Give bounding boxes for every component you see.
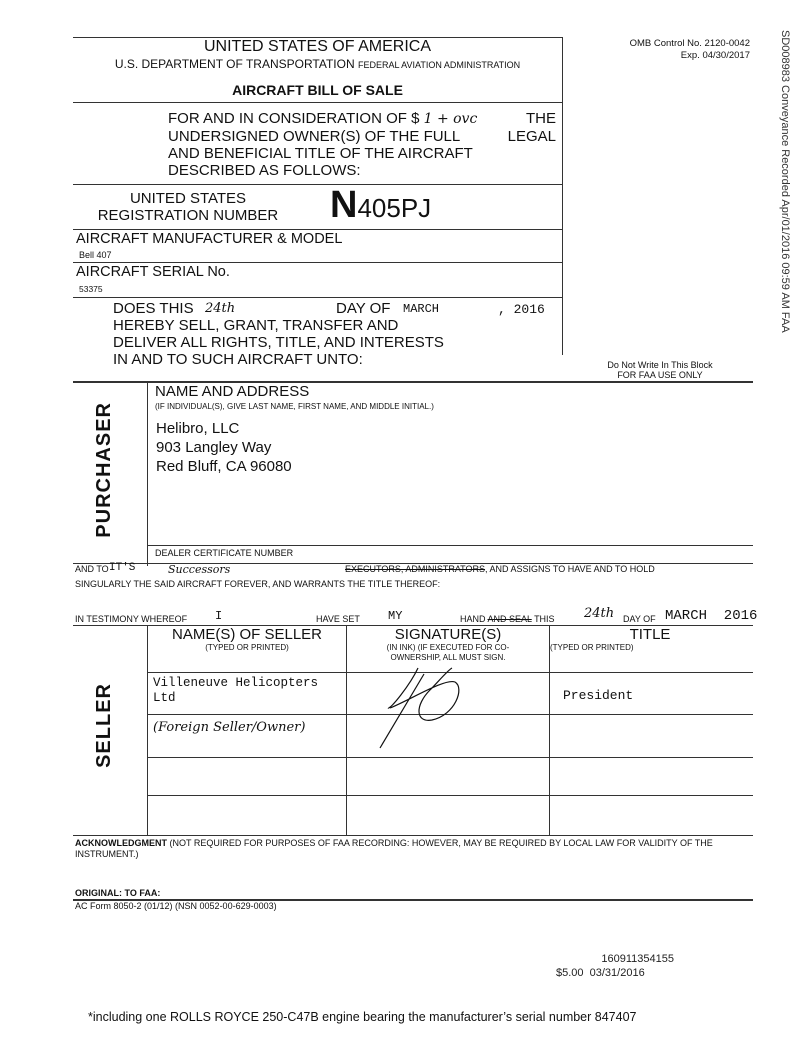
engine-note: *including one ROLLS ROYCE 250-C47B engine bearing the manufacturer’s serial number 847407 xyxy=(88,1010,637,1024)
department-name: U.S. DEPARTMENT OF TRANSPORTATION xyxy=(114,57,355,71)
col-header-title: TITLE (TYPED OR PRINTED) xyxy=(550,626,671,652)
purchaser-city: Red Bluff, CA 96080 xyxy=(156,458,292,475)
col-header-seller-name: NAME(S) OF SELLER (TYPED OR PRINTED) xyxy=(171,626,323,652)
signature-stroke xyxy=(380,674,424,748)
omb-block xyxy=(580,38,750,62)
manufacturer-label: AIRCRAFT MANUFACTURER & MODEL xyxy=(76,231,343,247)
serial-label: AIRCRAFT SERIAL No. xyxy=(76,264,230,280)
consideration-rule xyxy=(73,184,562,185)
name-address-heading: NAME AND ADDRESS xyxy=(155,383,310,400)
testimony-pronoun: I xyxy=(215,609,223,623)
recording-fee-date: $5.00 03/31/2016 xyxy=(556,967,645,979)
and-to-line: AND TO IT'S Successors EXECUTORS, ADMINISTRATORS, AND ASSIGNS TO HAVE AND TO HOLD xyxy=(75,562,655,576)
registration-number xyxy=(330,184,431,227)
consideration-line-4: DESCRIBED AS FOLLOWS: xyxy=(168,162,361,179)
seller-divider xyxy=(147,626,148,836)
seller-row-1-title: President xyxy=(563,688,634,703)
original-to-faa: ORIGINAL: TO FAA: xyxy=(75,888,161,898)
dealer-rule xyxy=(147,545,753,546)
title-rule xyxy=(73,102,562,103)
country-heading: UNITED STATES OF AMERICA xyxy=(204,38,431,55)
recording-number: 160911354155 xyxy=(601,953,674,965)
testimony-month-year: MARCH 2016 xyxy=(665,608,758,624)
seller-row-2-name: (Foreign Seller/Owner) xyxy=(153,720,306,735)
serial-value: 53375 xyxy=(79,284,103,294)
consideration-line-1: FOR AND IN CONSIDERATION OF $ 1 + ovc THE xyxy=(168,110,556,127)
seller-side-label: SELLER xyxy=(92,682,115,768)
consideration-line-2: UNDERSIGNED OWNER(S) OF THE FULL LEGAL xyxy=(168,128,556,145)
testimony-possessive: MY xyxy=(388,609,403,623)
transfer-block: DOES THIS 24th DAY OF MARCH , 2016 HEREBY SELL, GRANT, TRANSFER AND DELIVER ALL RIGHTS, TITLE, AND INTERESTS IN AND TO SUCH AIRCRAFT UNTO: xyxy=(113,300,558,368)
and-to-handwritten: Successors xyxy=(168,563,231,576)
registration-rule xyxy=(73,229,562,230)
struck-and-seal: AND SEAL xyxy=(487,614,532,624)
serial-rule xyxy=(73,297,562,298)
registration-value: 405PJ xyxy=(357,193,432,223)
manufacturer-rule xyxy=(73,262,562,263)
consideration-block xyxy=(168,110,556,179)
form-title: AIRCRAFT BILL OF SALE xyxy=(232,82,403,98)
transfer-month: MARCH xyxy=(403,302,440,316)
acknowledgment: ACKNOWLEDGMENT (NOT REQUIRED FOR PURPOSES OF FAA RECORDING: HOWEVER, MAY BE REQUIRED BY LOCAL LAW FOR VALIDITY OF THE INSTRUMENT.) xyxy=(75,838,713,859)
transfer-day: 24th xyxy=(205,301,236,316)
purchaser-street: 903 Langley Way xyxy=(156,439,272,456)
dealer-certificate-label: DEALER CERTIFICATE NUMBER xyxy=(155,548,294,558)
title-divider xyxy=(549,626,550,836)
registration-prefix: N xyxy=(330,184,358,226)
purchaser-divider xyxy=(147,382,148,566)
and-to-line-2: SINGULARLY THE SAID AIRCRAFT FOREVER, AND WARRANTS THE TITLE THEREOF: xyxy=(75,579,441,589)
and-to-typed: IT'S xyxy=(109,562,136,574)
omb-control-number: OMB Control No. 2120-0042 xyxy=(629,38,750,49)
department-heading xyxy=(73,57,562,71)
signature-stroke xyxy=(390,668,459,720)
purchaser-address xyxy=(156,419,292,476)
col-header-signature: SIGNATURE(S) (IN INK) (IF EXECUTED FOR CO-OWNERSHIP, ALL MUST SIGN. xyxy=(386,626,510,662)
seller-bottom-rule xyxy=(73,835,753,836)
transfer-date-line: DOES THIS 24th DAY OF MARCH , 2016 xyxy=(113,300,545,317)
consideration-amount: 1 + ovc xyxy=(423,111,478,127)
purchaser-name: Helibro, LLC xyxy=(156,420,240,437)
purchaser-side-label: PURCHASER xyxy=(92,402,115,538)
agency-name: FEDERAL AVIATION ADMINISTRATION xyxy=(357,60,521,70)
seller-signature xyxy=(360,660,480,770)
registration-label: UNITED STATES REGISTRATION NUMBER xyxy=(97,190,279,224)
manufacturer-value: Bell 407 xyxy=(79,250,112,260)
name-address-instruction: (IF INDIVIDUAL(S), GIVE LAST NAME, FIRST NAME, AND MIDDLE INITIAL.) xyxy=(155,402,434,411)
transfer-year: , 2016 xyxy=(498,302,545,317)
testimony-day: 24th xyxy=(584,606,615,621)
testimony-line: IN TESTIMONY WHEREOF I HAVE SET MY HAND AND SEAL THIS 24th DAY OF MARCH 2016 xyxy=(75,606,758,624)
recording-stamp xyxy=(556,952,686,980)
omb-expiration: Exp. 04/30/2017 xyxy=(680,50,750,61)
right-border xyxy=(562,37,563,355)
side-recording-stamp: SD008983 Conveyance Recorded Apr/01/2016 09:59 AM FAA xyxy=(779,30,791,333)
seller-row-1-name: Villeneuve Helicopters Ltd xyxy=(153,676,319,705)
faa-use-only-block: Do Not Write In This Block FOR FAA USE ONLY xyxy=(607,360,713,380)
consideration-line-3: AND BENEFICIAL TITLE OF THE AIRCRAFT xyxy=(168,145,473,162)
struck-executors: EXECUTORS, ADMINISTRATORS xyxy=(345,564,486,574)
seller-row-rule-4 xyxy=(147,795,753,796)
form-id: AC Form 8050-2 (01/12) (NSN 0052-00-629-0003) xyxy=(75,901,277,911)
